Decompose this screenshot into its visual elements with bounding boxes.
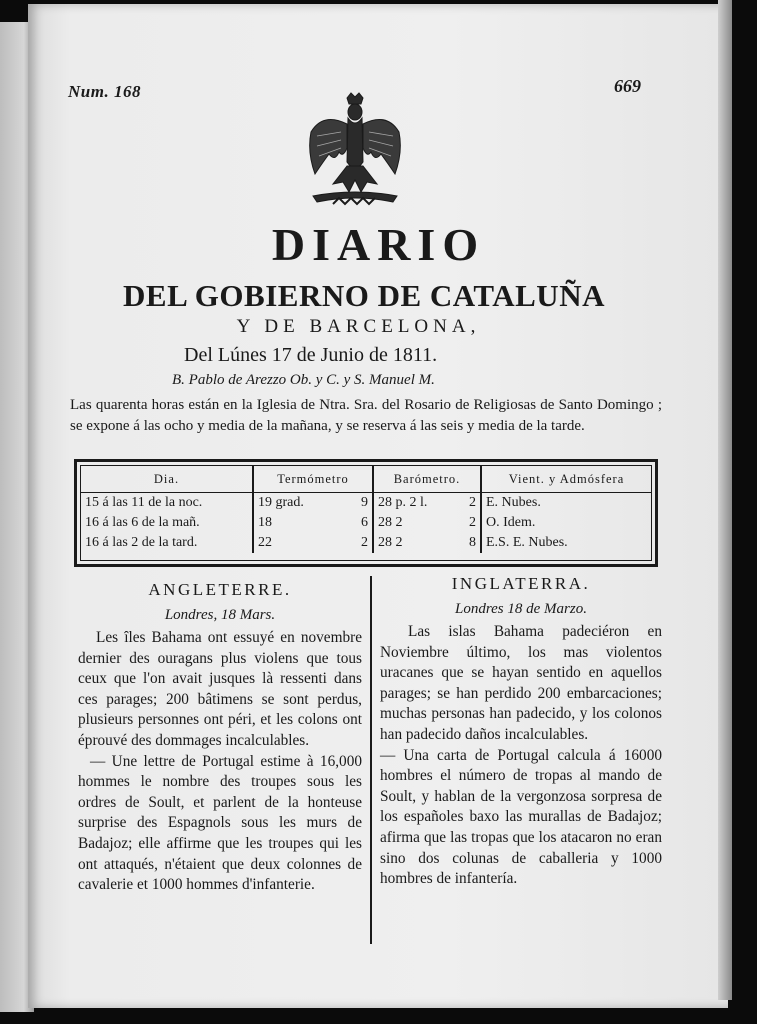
header-thermometer: Termómetro (253, 466, 373, 493)
table-row (81, 493, 651, 514)
article-paragraph: — Una carta de Portugal calcula á 16000 hombres el número de tropas al mando de Soult, y hablan de la vergonzosa sorpresa de los españoles baxo las murallas de Badajoz; afirma que las tropas que los atacaron no eran sino dos colunas de caballeria y 1000 hombres de infantería. (380, 746, 662, 888)
masthead-subtitle: DEL GOBIERNO DE CATALUÑA (123, 278, 605, 313)
cell-temp: 18 (258, 515, 272, 530)
masthead-title: DIARIO (271, 219, 486, 270)
article-paragraph: Las islas Bahama padeciéron en Noviembre último, los mas violentos uracanes que se hayan sentido en aquellos parages; se han perdido 200 embarcaciones; muchas personas han padecido, y los colonos han padecido daños incalculables. (380, 623, 662, 743)
eagle-crest-icon (303, 92, 407, 212)
issue-date: Del Lúnes 17 de Junio de 1811. (184, 344, 438, 366)
masthead-city: Y DE BARCELONA, (236, 316, 481, 337)
cell-baro: 28 p. 2 l. (378, 495, 428, 510)
cell-day: 16 á las 2 de la tard. (81, 533, 253, 553)
page-number: 669 (614, 76, 641, 96)
column-french (78, 578, 362, 896)
header-day: Dia. (81, 466, 253, 493)
column-title: ANGLETERRE. (148, 580, 292, 599)
column-spanish (380, 572, 662, 890)
cell-temp-frac: 9 (357, 493, 373, 514)
cell-temp-frac: 6 (357, 513, 373, 533)
cell-baro-frac: 2 (465, 493, 481, 514)
header-wind: Vient. y Admósfera (481, 466, 651, 493)
cell-temp-frac: 2 (357, 533, 373, 553)
cell-temp: 19 grad. (258, 495, 304, 510)
table-row (81, 513, 651, 533)
column-dateline: Londres 18 de Marzo. (455, 601, 587, 617)
cell-wind: E. Nubes. (486, 495, 541, 510)
column-dateline: Londres, 18 Mars. (164, 607, 276, 623)
header-barometer: Barómetro. (373, 466, 481, 493)
issue-number: Num. 168 (68, 82, 141, 101)
cell-baro: 28 2 (378, 515, 403, 530)
article-paragraph: Les îles Bahama ont essuyé en novembre dernier des ouragans plus violens que tous ceux que l'on avait jusques là ressenti dans ces parages; 200 bâtimens se sont perdus, plusieurs personnes ont péri, et les colons ont éprouvé des dommages incalculables. (78, 629, 362, 749)
cell-temp: 22 (258, 535, 272, 550)
column-title: INGLATERRA. (451, 574, 591, 593)
weather-table (74, 459, 658, 567)
saints-of-day: B. Pablo de Arezzo Ob. y C. y S. Manuel M. (172, 372, 435, 388)
article-paragraph: — Une lettre de Portugal estime à 16,000 hommes le nombre des troupes sous les ordres de Soult, et parlent de la honteuse surprise des Espagnols sous les murs de Badajoz; elle affirme que les troupes qui les ont attaqués, n'étaient que deux colonnes de cavalerie et 1000 hommes d'infanterie. (78, 752, 362, 894)
cell-wind: E.S. E. Nubes. (486, 535, 568, 550)
cell-wind: O. Idem. (486, 515, 536, 530)
cell-day: 16 á las 6 de la mañ. (81, 513, 253, 533)
church-notice: Las quarenta horas están en la Iglesia de Ntra. Sra. del Rosario de Religiosas de Santo Domingo ; se expone á las ocho y media de la mañana, y se reserva á las seis y media de la tarde. (70, 397, 662, 434)
cell-baro-frac: 2 (465, 513, 481, 533)
page-edge (718, 0, 732, 1000)
cell-day: 15 á las 11 de la noc. (81, 493, 253, 514)
cell-baro: 28 2 (378, 535, 403, 550)
table-row (81, 533, 651, 553)
column-divider (370, 576, 372, 944)
cell-baro-frac: 8 (465, 533, 481, 553)
